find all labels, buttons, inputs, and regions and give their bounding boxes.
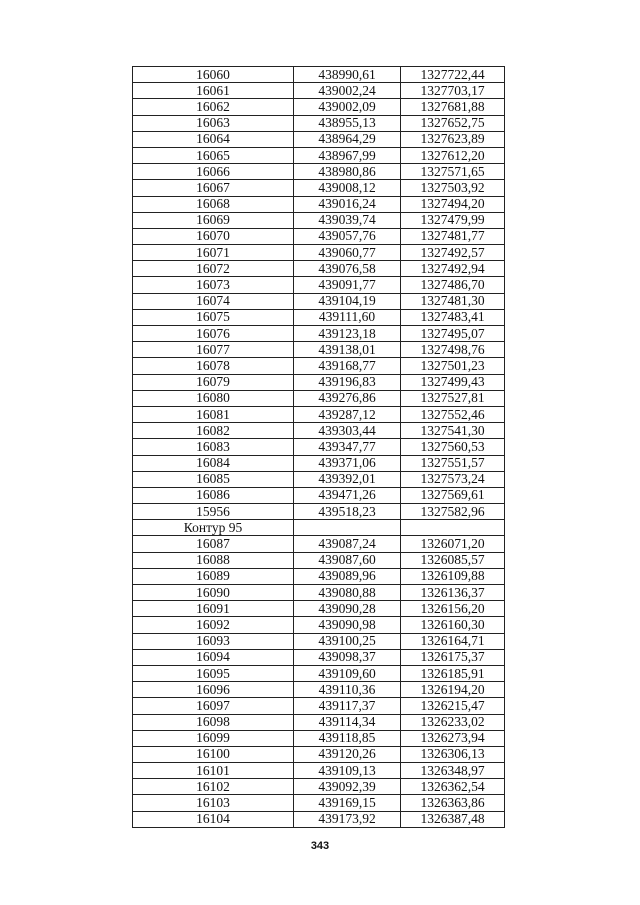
point-number-cell: 16083	[133, 439, 294, 455]
x-coordinate-cell: 439109,13	[294, 763, 401, 779]
point-number-cell: 16080	[133, 390, 294, 406]
y-coordinate-cell: 1327623,89	[401, 131, 505, 147]
point-number-cell: 16061	[133, 83, 294, 99]
y-coordinate-cell: 1327552,46	[401, 406, 505, 422]
y-coordinate-cell: 1327501,23	[401, 358, 505, 374]
y-coordinate-cell: 1326156,20	[401, 601, 505, 617]
table-row	[133, 164, 505, 180]
table-row	[133, 293, 505, 309]
point-number-cell: 16092	[133, 617, 294, 633]
x-coordinate-cell: 439039,74	[294, 212, 401, 228]
point-number-cell: 16086	[133, 487, 294, 503]
x-coordinate-cell: 439100,25	[294, 633, 401, 649]
point-number-cell: 16078	[133, 358, 294, 374]
point-number-cell: 16087	[133, 536, 294, 552]
x-coordinate-cell: 439173,92	[294, 811, 401, 827]
point-number-cell: 16068	[133, 196, 294, 212]
table-row	[133, 358, 505, 374]
table-row	[133, 487, 505, 503]
point-number-cell: 16070	[133, 228, 294, 244]
point-number-cell: 16069	[133, 212, 294, 228]
point-number-cell: 16079	[133, 374, 294, 390]
table-row	[133, 147, 505, 163]
page-number: 343	[310, 840, 330, 852]
table-row	[133, 698, 505, 714]
point-number-cell: 16077	[133, 342, 294, 358]
point-number-cell: 16063	[133, 115, 294, 131]
section-label: Контур 95	[133, 520, 294, 536]
y-coordinate-cell: 1326194,20	[401, 682, 505, 698]
point-number-cell: 16072	[133, 261, 294, 277]
table-row	[133, 423, 505, 439]
y-coordinate-cell: 1326185,91	[401, 665, 505, 681]
table-row	[133, 649, 505, 665]
x-coordinate-cell: 439089,96	[294, 568, 401, 584]
y-coordinate-cell: 1326306,13	[401, 746, 505, 762]
point-number-cell: 16088	[133, 552, 294, 568]
table-row	[133, 342, 505, 358]
point-number-cell: 16082	[133, 423, 294, 439]
table-row	[133, 633, 505, 649]
table-row	[133, 730, 505, 746]
point-number-cell: 16076	[133, 326, 294, 342]
table-row	[133, 714, 505, 730]
x-coordinate-cell: 438980,86	[294, 164, 401, 180]
table-row	[133, 309, 505, 325]
table-row	[133, 374, 505, 390]
x-coordinate-cell: 439518,23	[294, 504, 401, 520]
y-coordinate-cell: 1326071,20	[401, 536, 505, 552]
y-coordinate-cell: 1327503,92	[401, 180, 505, 196]
table-row	[133, 811, 505, 827]
y-coordinate-cell: 1326164,71	[401, 633, 505, 649]
table-row	[133, 390, 505, 406]
x-coordinate-cell: 439090,28	[294, 601, 401, 617]
coordinates-table-body	[133, 67, 505, 828]
point-number-cell: 16062	[133, 99, 294, 115]
x-coordinate-cell: 439287,12	[294, 406, 401, 422]
point-number-cell: 16090	[133, 585, 294, 601]
x-coordinate-cell: 439104,19	[294, 293, 401, 309]
y-coordinate-cell: 1327652,75	[401, 115, 505, 131]
x-coordinate-cell: 439111,60	[294, 309, 401, 325]
x-coordinate-cell: 439123,18	[294, 326, 401, 342]
table-row	[133, 277, 505, 293]
point-number-cell: 16096	[133, 682, 294, 698]
x-coordinate-cell: 439117,37	[294, 698, 401, 714]
x-coordinate-cell: 439076,58	[294, 261, 401, 277]
y-coordinate-cell: 1327541,30	[401, 423, 505, 439]
y-coordinate-cell: 1326085,57	[401, 552, 505, 568]
x-coordinate-cell: 439347,77	[294, 439, 401, 455]
x-coordinate-cell: 438990,61	[294, 67, 401, 83]
table-row	[133, 552, 505, 568]
y-coordinate-cell: 1327681,88	[401, 99, 505, 115]
x-coordinate-cell: 439087,60	[294, 552, 401, 568]
y-coordinate-cell: 1326233,02	[401, 714, 505, 730]
table-row	[133, 795, 505, 811]
point-number-cell: 16067	[133, 180, 294, 196]
y-coordinate-cell: 1326273,94	[401, 730, 505, 746]
y-coordinate-cell: 1327569,61	[401, 487, 505, 503]
table-row	[133, 326, 505, 342]
table-row	[133, 471, 505, 487]
point-number-cell: 16081	[133, 406, 294, 422]
x-coordinate-cell: 439169,15	[294, 795, 401, 811]
point-number-cell: 16091	[133, 601, 294, 617]
table-row	[133, 261, 505, 277]
y-coordinate-cell: 1327571,65	[401, 164, 505, 180]
y-coordinate-cell: 1327481,77	[401, 228, 505, 244]
x-coordinate-cell: 439060,77	[294, 245, 401, 261]
x-coordinate-cell: 439168,77	[294, 358, 401, 374]
table-row	[133, 585, 505, 601]
empty-cell	[401, 520, 505, 536]
y-coordinate-cell: 1327499,43	[401, 374, 505, 390]
point-number-cell: 16093	[133, 633, 294, 649]
point-number-cell: 16094	[133, 649, 294, 665]
x-coordinate-cell: 439109,60	[294, 665, 401, 681]
y-coordinate-cell: 1327612,20	[401, 147, 505, 163]
x-coordinate-cell: 439090,98	[294, 617, 401, 633]
y-coordinate-cell: 1327483,41	[401, 309, 505, 325]
table-row	[133, 115, 505, 131]
table-row	[133, 212, 505, 228]
x-coordinate-cell: 439057,76	[294, 228, 401, 244]
table-row	[133, 131, 505, 147]
y-coordinate-cell: 1326136,37	[401, 585, 505, 601]
y-coordinate-cell: 1326175,37	[401, 649, 505, 665]
x-coordinate-cell: 439138,01	[294, 342, 401, 358]
x-coordinate-cell: 439196,83	[294, 374, 401, 390]
point-number-cell: 16100	[133, 746, 294, 762]
x-coordinate-cell: 439110,36	[294, 682, 401, 698]
y-coordinate-cell: 1327560,53	[401, 439, 505, 455]
x-coordinate-cell: 439120,26	[294, 746, 401, 762]
point-number-cell: 16098	[133, 714, 294, 730]
table-row	[133, 617, 505, 633]
y-coordinate-cell: 1327492,94	[401, 261, 505, 277]
x-coordinate-cell: 439276,86	[294, 390, 401, 406]
x-coordinate-cell: 439091,77	[294, 277, 401, 293]
point-number-cell: 16073	[133, 277, 294, 293]
table-row	[133, 406, 505, 422]
x-coordinate-cell: 438964,29	[294, 131, 401, 147]
point-number-cell: 15956	[133, 504, 294, 520]
table-row	[133, 439, 505, 455]
table-row	[133, 196, 505, 212]
x-coordinate-cell: 439080,88	[294, 585, 401, 601]
y-coordinate-cell: 1326362,54	[401, 779, 505, 795]
point-number-cell: 16064	[133, 131, 294, 147]
table-row	[133, 504, 505, 520]
table-row	[133, 245, 505, 261]
point-number-cell: 16097	[133, 698, 294, 714]
table-row	[133, 536, 505, 552]
y-coordinate-cell: 1327551,57	[401, 455, 505, 471]
point-number-cell: 16103	[133, 795, 294, 811]
point-number-cell: 16102	[133, 779, 294, 795]
section-header-row	[133, 520, 505, 536]
point-number-cell: 16099	[133, 730, 294, 746]
y-coordinate-cell: 1326160,30	[401, 617, 505, 633]
y-coordinate-cell: 1327481,30	[401, 293, 505, 309]
table-row	[133, 601, 505, 617]
y-coordinate-cell: 1327486,70	[401, 277, 505, 293]
y-coordinate-cell: 1326363,86	[401, 795, 505, 811]
point-number-cell: 16089	[133, 568, 294, 584]
empty-cell	[294, 520, 401, 536]
x-coordinate-cell: 439008,12	[294, 180, 401, 196]
table-row	[133, 99, 505, 115]
x-coordinate-cell: 439371,06	[294, 455, 401, 471]
y-coordinate-cell: 1327722,44	[401, 67, 505, 83]
point-number-cell: 16084	[133, 455, 294, 471]
x-coordinate-cell: 439118,85	[294, 730, 401, 746]
x-coordinate-cell: 439002,09	[294, 99, 401, 115]
point-number-cell: 16074	[133, 293, 294, 309]
x-coordinate-cell: 438955,13	[294, 115, 401, 131]
table-row	[133, 67, 505, 83]
table-row	[133, 746, 505, 762]
point-number-cell: 16085	[133, 471, 294, 487]
y-coordinate-cell: 1327494,20	[401, 196, 505, 212]
point-number-cell: 16101	[133, 763, 294, 779]
point-number-cell: 16060	[133, 67, 294, 83]
y-coordinate-cell: 1326109,88	[401, 568, 505, 584]
coordinates-table	[132, 66, 505, 828]
x-coordinate-cell: 439098,37	[294, 649, 401, 665]
table-row	[133, 228, 505, 244]
y-coordinate-cell: 1327492,57	[401, 245, 505, 261]
y-coordinate-cell: 1327703,17	[401, 83, 505, 99]
x-coordinate-cell: 439092,39	[294, 779, 401, 795]
table-row	[133, 763, 505, 779]
table-row	[133, 180, 505, 196]
y-coordinate-cell: 1327582,96	[401, 504, 505, 520]
point-number-cell: 16071	[133, 245, 294, 261]
y-coordinate-cell: 1326387,48	[401, 811, 505, 827]
x-coordinate-cell: 439303,44	[294, 423, 401, 439]
x-coordinate-cell: 438967,99	[294, 147, 401, 163]
y-coordinate-cell: 1327479,99	[401, 212, 505, 228]
y-coordinate-cell: 1327527,81	[401, 390, 505, 406]
x-coordinate-cell: 439471,26	[294, 487, 401, 503]
y-coordinate-cell: 1326348,97	[401, 763, 505, 779]
x-coordinate-cell: 439087,24	[294, 536, 401, 552]
table-row	[133, 455, 505, 471]
y-coordinate-cell: 1327573,24	[401, 471, 505, 487]
table-row	[133, 682, 505, 698]
point-number-cell: 16095	[133, 665, 294, 681]
x-coordinate-cell: 439002,24	[294, 83, 401, 99]
table-row	[133, 665, 505, 681]
y-coordinate-cell: 1327498,76	[401, 342, 505, 358]
point-number-cell: 16104	[133, 811, 294, 827]
table-row	[133, 83, 505, 99]
x-coordinate-cell: 439114,34	[294, 714, 401, 730]
x-coordinate-cell: 439016,24	[294, 196, 401, 212]
y-coordinate-cell: 1326215,47	[401, 698, 505, 714]
y-coordinate-cell: 1327495,07	[401, 326, 505, 342]
table-row	[133, 779, 505, 795]
point-number-cell: 16066	[133, 164, 294, 180]
table-row	[133, 568, 505, 584]
point-number-cell: 16065	[133, 147, 294, 163]
x-coordinate-cell: 439392,01	[294, 471, 401, 487]
point-number-cell: 16075	[133, 309, 294, 325]
